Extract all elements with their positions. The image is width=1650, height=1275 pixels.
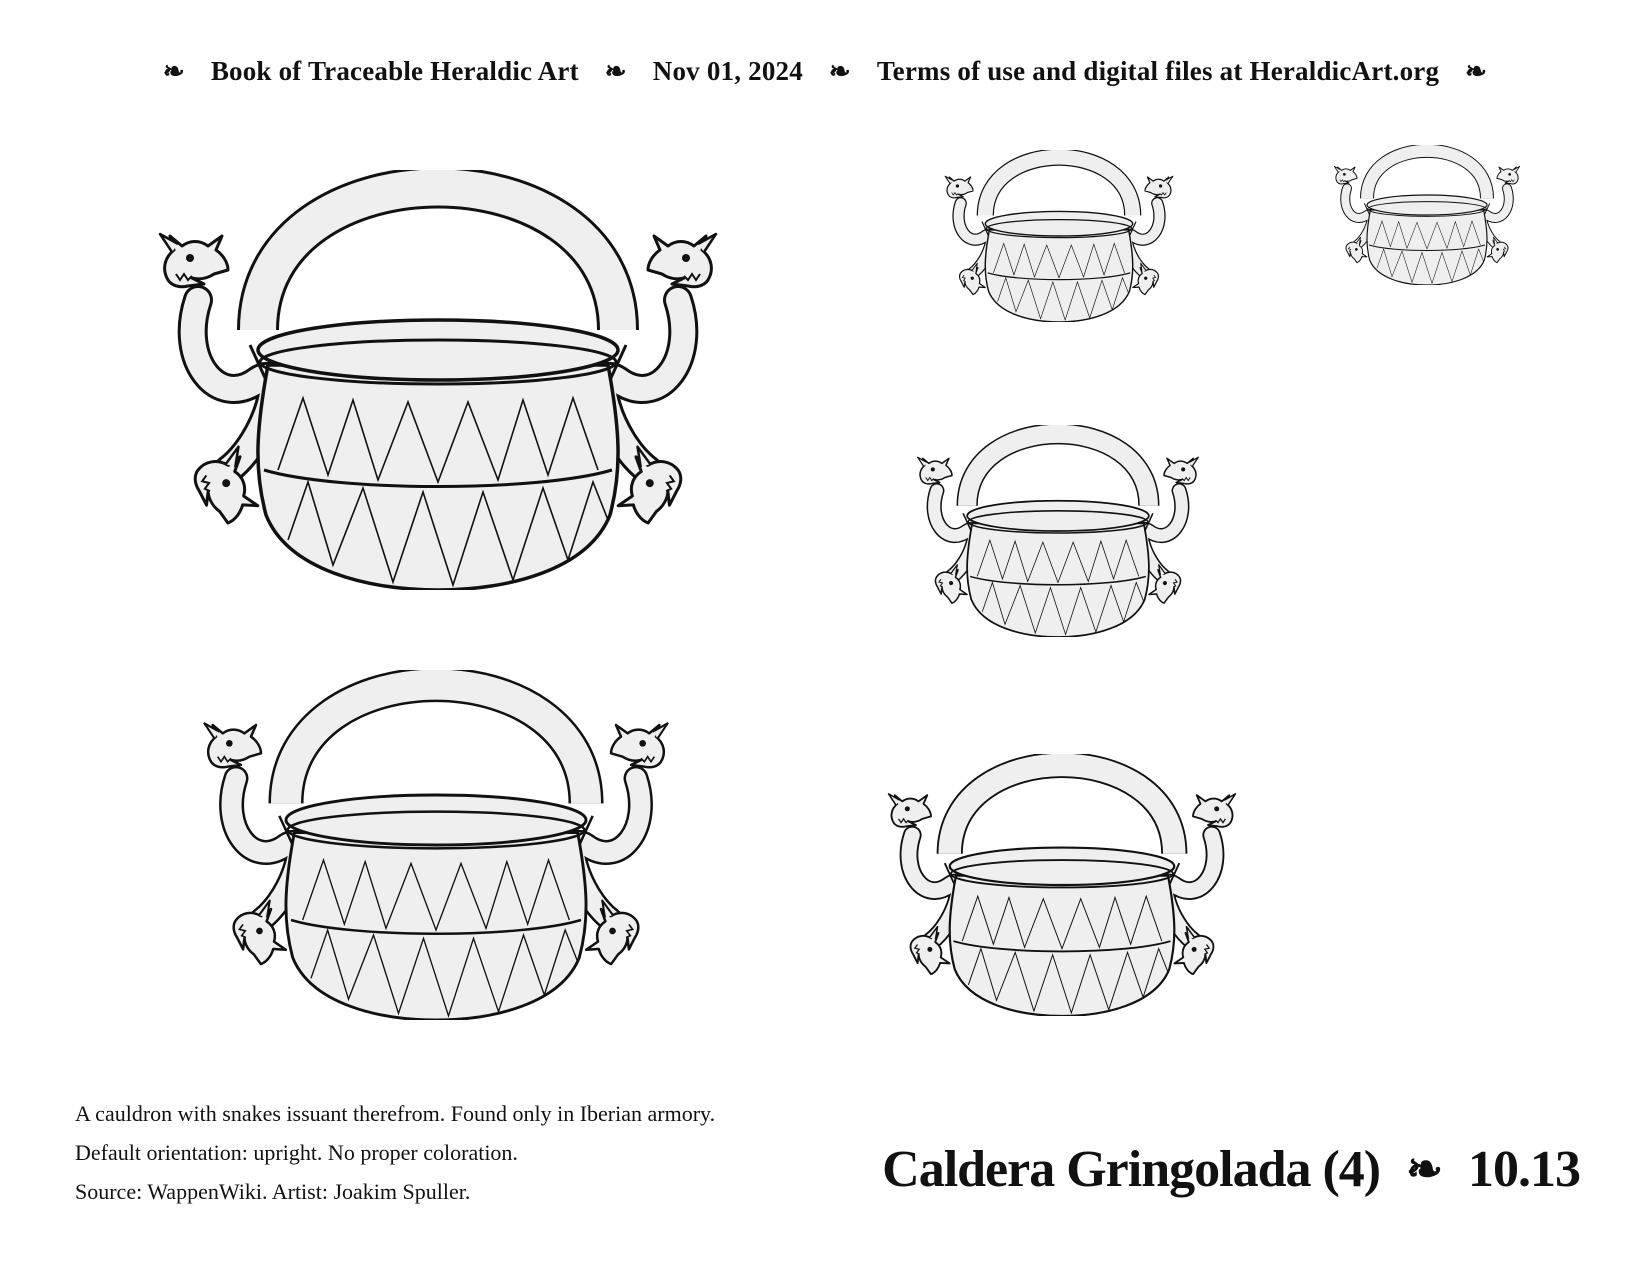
description-line: Source: WappenWiki. Artist: Joakim Spuller. bbox=[75, 1179, 471, 1204]
cauldron-illustration-large bbox=[118, 170, 758, 590]
book-title: Book of Traceable Heraldic Art bbox=[210, 56, 579, 86]
publication-date: Nov 01, 2024 bbox=[652, 56, 803, 86]
cauldron-illustration-smallest bbox=[1325, 145, 1529, 285]
charge-number: 10.13 bbox=[1468, 1141, 1580, 1198]
description-line: A cauldron with snakes issuant therefrom. Found only in Iberian armory. bbox=[75, 1101, 716, 1126]
terms-of-use: Terms of use and digital files at HeraldicArt.org bbox=[876, 56, 1440, 86]
description-block bbox=[75, 1094, 715, 1211]
description-line: Default orientation: upright. No proper coloration. bbox=[75, 1140, 518, 1165]
fleuron-ornament: ❧ bbox=[1465, 56, 1488, 86]
fleuron-ornament: ❧ bbox=[828, 56, 851, 86]
cauldron-illustration-small bbox=[932, 150, 1186, 322]
cauldron-illustration-lower-left bbox=[186, 670, 686, 1020]
cauldron-illustration-medium bbox=[900, 425, 1216, 637]
cauldron-illustration-medium-large bbox=[862, 754, 1262, 1016]
fleuron-ornament: ❧ bbox=[1406, 1145, 1442, 1194]
fleuron-ornament: ❧ bbox=[604, 56, 627, 86]
fleuron-ornament: ❧ bbox=[162, 56, 185, 86]
charge-title bbox=[882, 1140, 1580, 1199]
charge-name: Caldera Gringolada (4) bbox=[882, 1141, 1381, 1198]
page-header bbox=[0, 56, 1650, 87]
